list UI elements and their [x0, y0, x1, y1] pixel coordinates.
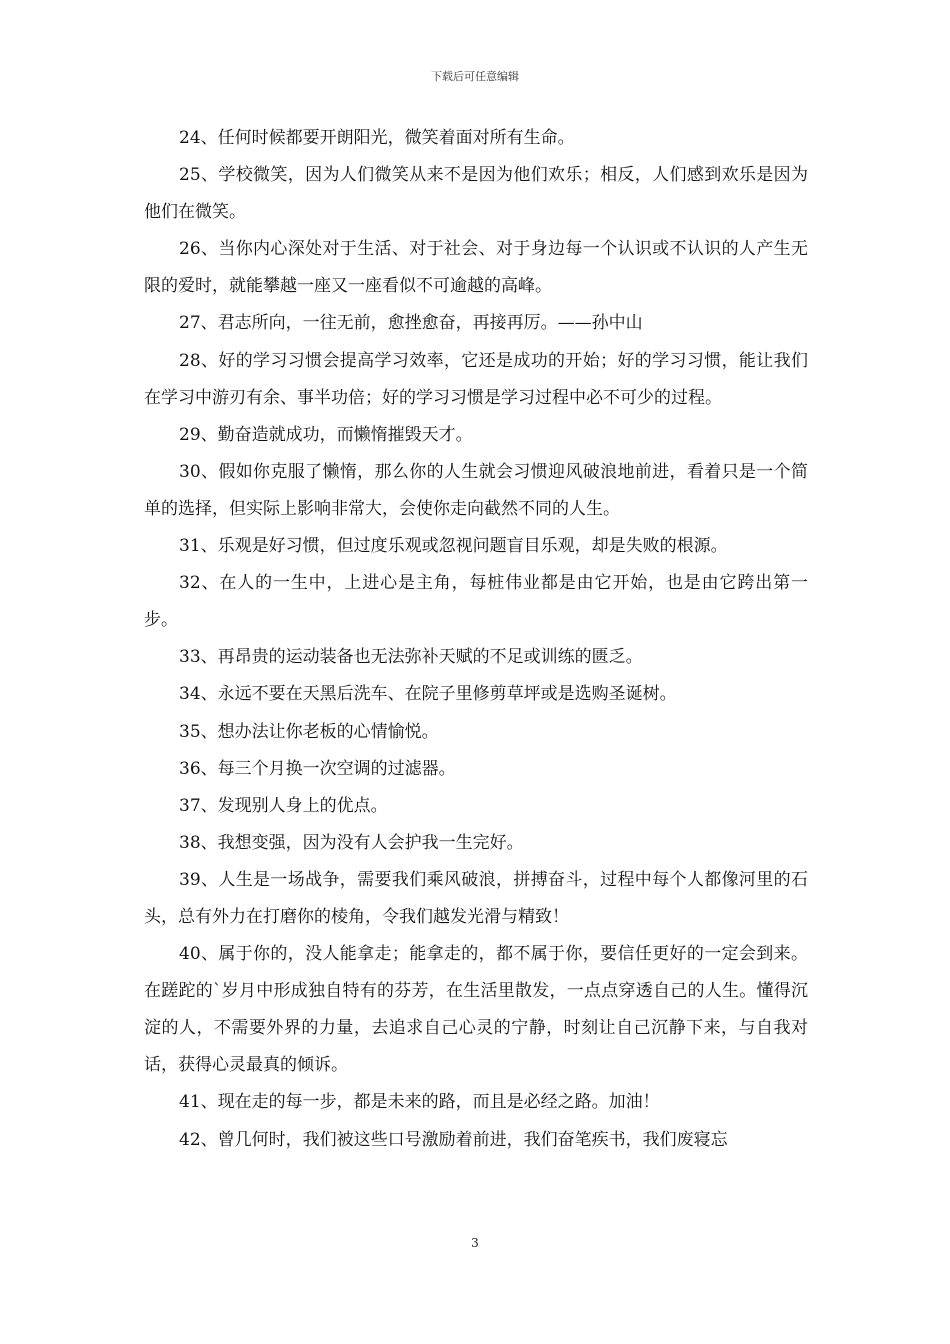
quote-paragraph-37: 37、发现别人身上的优点。 [179, 795, 388, 816]
document-body [144, 120, 808, 1159]
quote-paragraph-27: 27、君志所向，一往无前，愈挫愈奋，再接再厉。——孙中山 [179, 313, 643, 334]
quote-paragraph-31: 31、乐观是好习惯，但过度乐观或忽视问题盲目乐观，却是失败的根源。 [179, 536, 728, 557]
quote-paragraph-28: 28、好的学习习惯会提高学习效率，它还是成功的开始；好的学习习惯，能让我们在学习中游刃有余、事半功倍；好的学习习惯是学习过程中必不可少的过程。 [144, 350, 808, 408]
quote-paragraph-42: 42、曾几何时，我们被这些口号激励着前进，我们奋笔疾书，我们废寝忘 [179, 1129, 728, 1150]
quote-paragraph-34: 34、永远不要在天黑后洗车、在院子里修剪草坪或是选购圣诞树。 [179, 684, 677, 705]
quote-paragraph-30: 30、假如你克服了懒惰，那么你的人生就会习惯迎风破浪地前进，看着只是一个简单的选择，但实际上影响非常大，会使你走向截然不同的人生。 [144, 461, 808, 519]
quote-paragraph-38: 38、我想变强，因为没有人会护我一生完好。 [179, 832, 524, 853]
quote-paragraph-40: 40、属于你的，没人能拿走；能拿走的，都不属于你，要信任更好的一定会到来。在蹉跎的`岁月中形成独自特有的芬芳，在生活里散发，一点点穿透自己的人生。懂得沉淀的人，不需要外界的力量，去追求自己心灵的宁静，时刻让自己沉静下来，与自我对话，获得心灵最真的倾诉。 [144, 944, 808, 1076]
page-number: 3 [471, 1236, 479, 1250]
quote-paragraph-26: 26、当你内心深处对于生活、对于社会、对于身边每一个认识或不认识的人产生无限的爱时，就能攀越一座又一座看似不可逾越的高峰。 [144, 239, 808, 297]
quote-paragraph-36: 36、每三个月换一次空调的过滤器。 [179, 758, 456, 779]
quote-paragraph-32: 32、在人的一生中，上进心是主角，每桩伟业都是由它开始，也是由它跨出第一步。 [144, 573, 808, 631]
quote-paragraph-41: 41、现在走的每一步，都是未来的路，而且是必经之路。加油！ [179, 1092, 660, 1113]
page-header: 下载后可任意编辑 [431, 70, 519, 83]
quote-paragraph-33: 33、再昂贵的运动装备也无法弥补天赋的不足或训练的匮乏。 [179, 647, 643, 668]
quote-paragraph-25: 25、学校微笑，因为人们微笑从来不是因为他们欢乐；相反，人们感到欢乐是因为他们在微笑。 [144, 165, 808, 223]
quote-paragraph-35: 35、想办法让你老板的心情愉悦。 [179, 721, 439, 742]
quote-paragraph-29: 29、勤奋造就成功，而懒惰摧毁天才。 [179, 424, 473, 445]
quote-paragraph-24: 24、任何时候都要开朗阳光，微笑着面对所有生命。 [179, 128, 575, 148]
quote-paragraph-39: 39、人生是一场战争，需要我们乘风破浪，拼搏奋斗，过程中每个人都像河里的石头，总有外力在打磨你的棱角，令我们越发光滑与精致！ [144, 869, 808, 927]
